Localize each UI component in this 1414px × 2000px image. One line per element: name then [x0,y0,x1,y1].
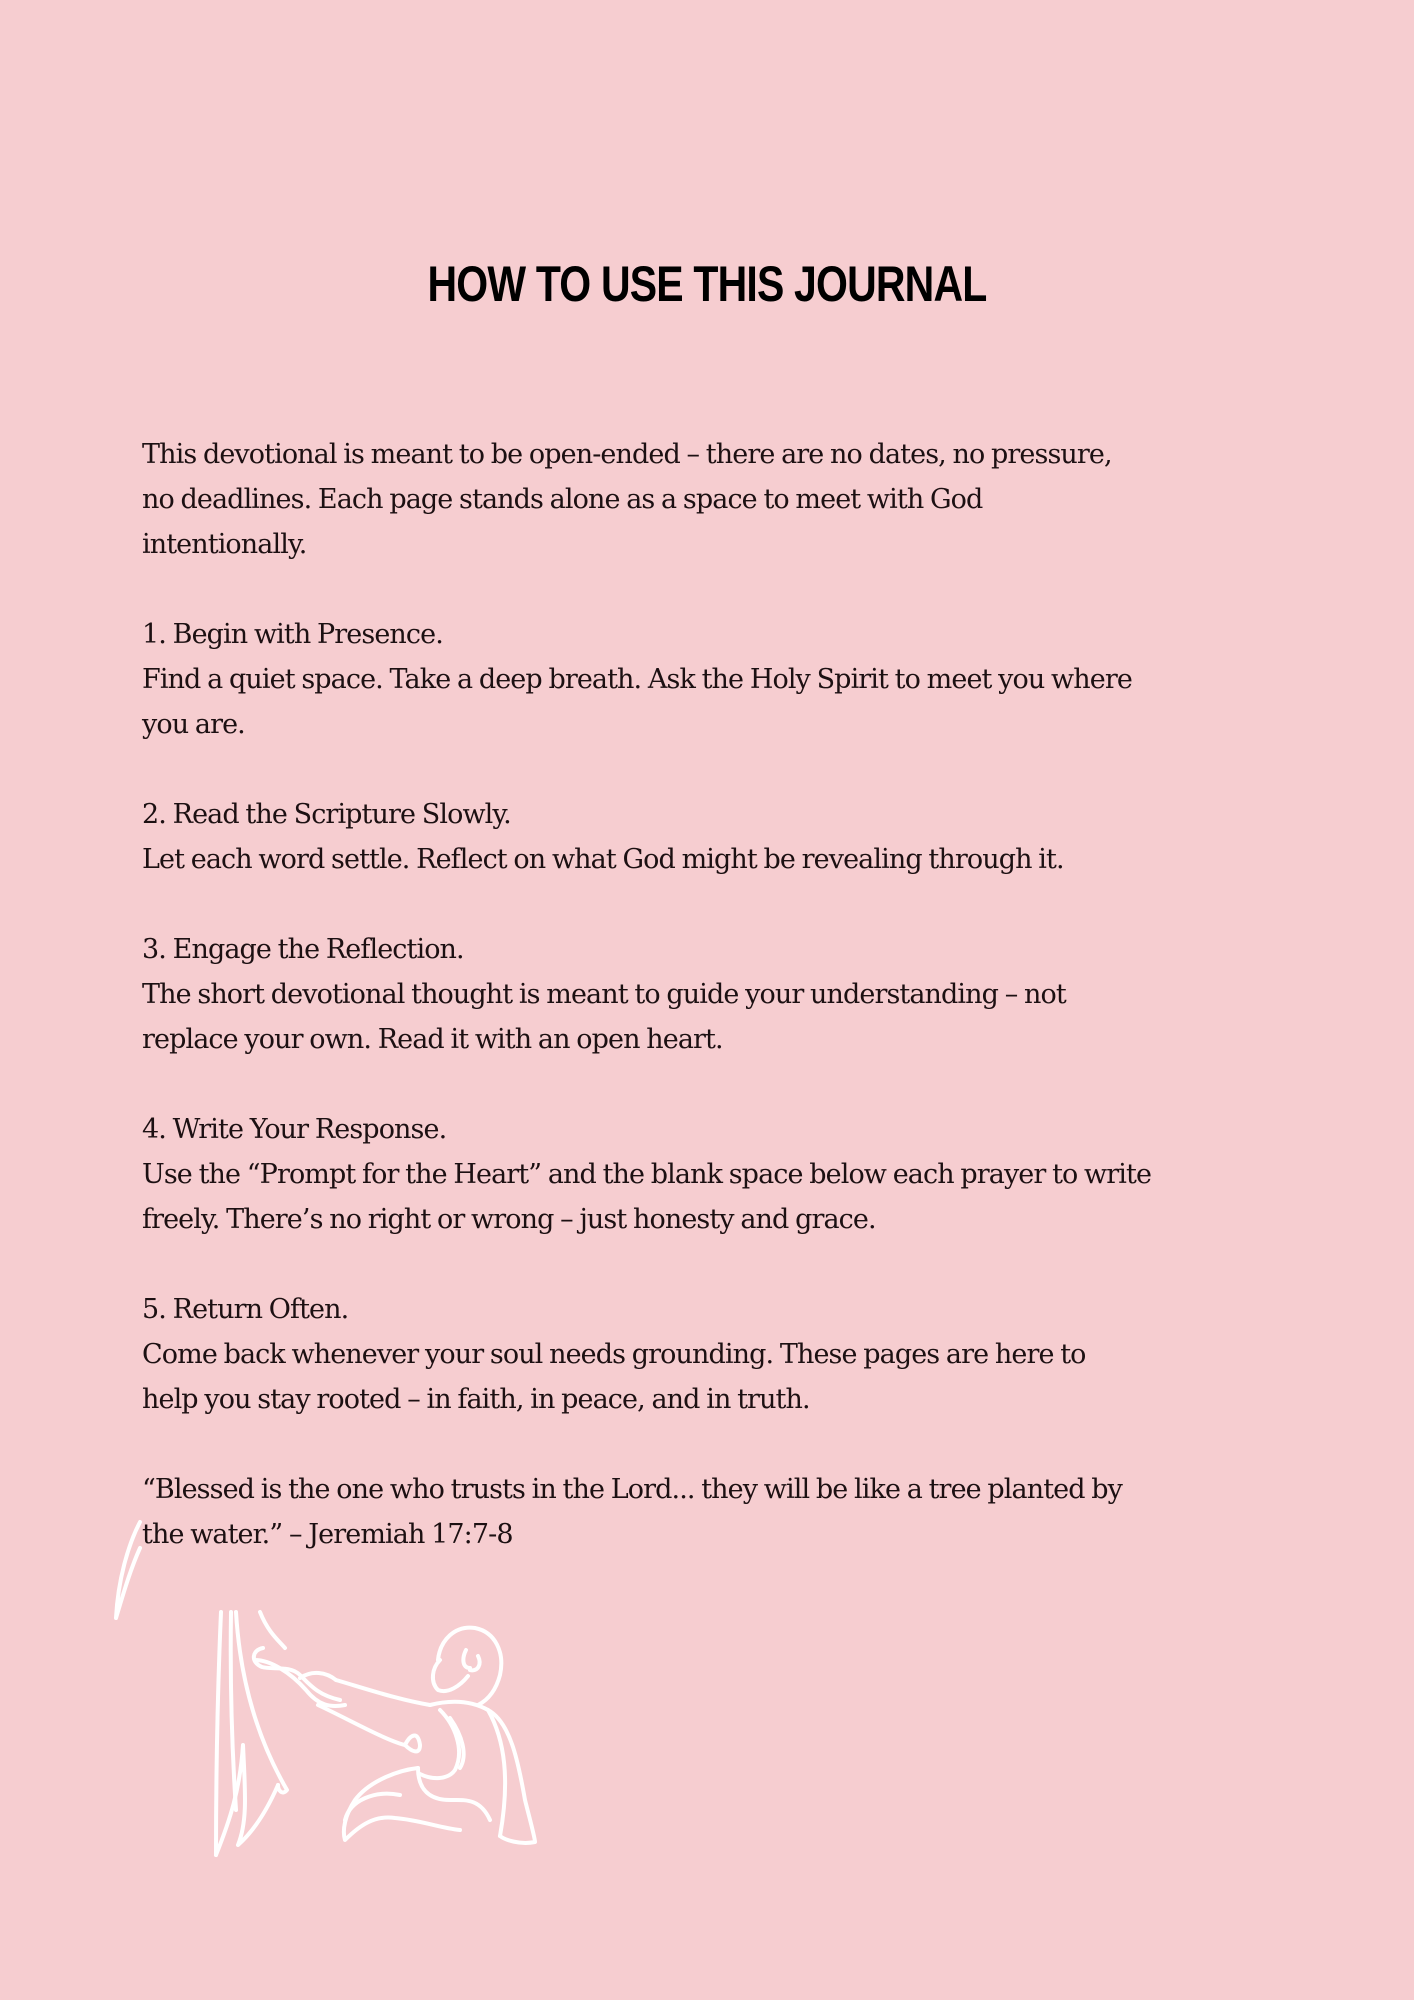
step-text: Use the “Prompt for the Heart” and the blank space below each prayer to write [142,1159,1152,1190]
page-title: HOW TO USE THIS JOURNAL [427,255,987,312]
intro-line: intentionally. [142,529,307,560]
step-text: you are. [142,709,245,740]
intro-line: no deadlines. Each page stands alone as a space to meet with God [142,484,983,515]
step-text: freely. There’s no right or wrong – just honesty and grace. [142,1204,876,1235]
quote-line: the water.” – Jeremiah 17:7-8 [142,1519,513,1550]
step-5 [142,1287,1302,1422]
quote-line: “Blessed is the one who trusts in the Lord... they will be like a tree planted by [142,1474,1123,1505]
step-3 [142,927,1302,1062]
step-text: Let each word settle. Reflect on what God might be revealing through it. [142,844,1064,875]
step-heading: 1. Begin with Presence. [142,619,443,650]
arm [336,1680,430,1705]
tree-trunk [216,1612,221,1855]
body [430,1702,535,1843]
leaf-stroke [116,1522,140,1618]
intro-paragraph [142,432,1302,567]
step-text: help you stay rooted – in faith, in peace, and in truth. [142,1384,810,1415]
step-text: Come back whenever your soul needs grounding. These pages are here to [142,1339,1086,1370]
step-text: Find a quiet space. Take a deep breath. Ask the Holy Spirit to meet you where [142,664,1132,695]
step-4 [142,1107,1302,1242]
step-heading: 5. Return Often. [142,1294,349,1325]
step-text: replace your own. Read it with an open heart. [142,1024,723,1055]
step-text: The short devotional thought is meant to guide your understanding – not [142,979,1066,1010]
step-2 [142,792,1302,882]
line-art-person-reaching-tree-icon [100,1500,560,1880]
step-heading: 4. Write Your Response. [142,1114,447,1145]
intro-line: This devotional is meant to be open-ended – there are no dates, no pressure, [142,439,1112,470]
journal-instructions [142,432,1302,1602]
step-heading: 3. Engage the Reflection. [142,934,464,965]
step-1 [142,612,1302,747]
step-heading: 2. Read the Scripture Slowly. [142,799,511,830]
